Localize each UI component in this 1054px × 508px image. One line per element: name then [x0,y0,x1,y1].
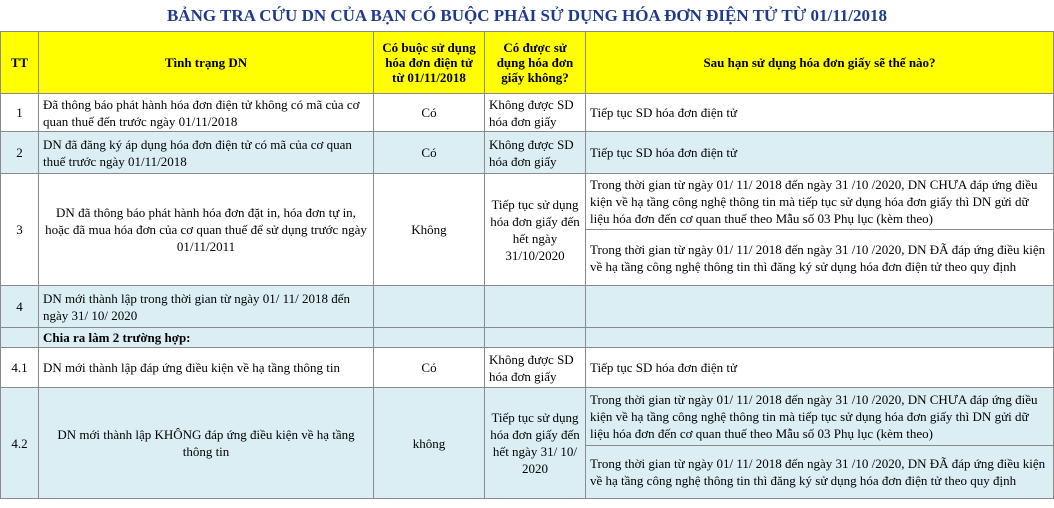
table-row [1,286,1054,328]
header-tt: TT [1,32,39,94]
row-tt: 4.1 [1,348,39,388]
lookup-table [0,31,1054,499]
row-status: DN đã thông báo phát hành hóa đơn đặt in, hóa đơn tự in, hoặc đã mua hóa đơn của cơ quan thuế để sử dụng trước ngày 01/11/2011 [39,174,374,286]
row-required: không [374,388,485,499]
row-paper: Không được SD hóa đơn giấy [485,348,586,388]
row-after: Tiếp tục SD hóa đơn điện tử [586,132,1054,174]
row-tt: 4.2 [1,388,39,499]
row-after-b: Trong thời gian từ ngày 01/ 11/ 2018 đến ngày 31 /10 /2020, DN ĐÃ đáp ứng điều kiện về hạ tầng công nghệ thông tin thì đăng ký sử dụng hóa đơn điện tử theo quy định [586,230,1054,286]
row-after [586,328,1054,348]
row-tt: 2 [1,132,39,174]
row-after: Tiếp tục SD hóa đơn điện tử [586,94,1054,132]
row-after: Tiếp tục SD hóa đơn điện tử [586,348,1054,388]
row-required: Có [374,132,485,174]
header-row [1,32,1054,94]
row-tt: 1 [1,94,39,132]
table-row [1,94,1054,132]
row-status: DN mới thành lập đáp ứng điều kiện về hạ tầng thông tin [39,348,374,388]
row-status: DN mới thành lập KHÔNG đáp ứng điều kiện về hạ tầng thông tin [39,388,374,499]
row-required: Có [374,348,485,388]
row-paper: Tiếp tục sử dụng hóa đơn giấy đến hết ngày 31/ 10/ 2020 [485,388,586,499]
row-after [586,286,1054,328]
row-paper: Không được SD hóa đơn giấy [485,94,586,132]
row-paper: Tiếp tục sử dụng hóa đơn giấy đến hết ngày 31/10/2020 [485,174,586,286]
row-paper [485,286,586,328]
table-row [1,174,1054,230]
header-status: Tình trạng DN [39,32,374,94]
header-required: Có buộc sử dụng hóa đơn điện tử từ 01/11/2018 [374,32,485,94]
page-title: BẢNG TRA CỨU DN CỦA BẠN CÓ BUỘC PHẢI SỬ DỤNG HÓA ĐƠN ĐIỆN TỬ TỪ 01/11/2018 [166,6,888,25]
row-required: Có [374,94,485,132]
header-paper-allowed: Có được sử dụng hóa đơn giấy không? [485,32,586,94]
table-row [1,328,1054,348]
row-note: Chia ra làm 2 trường hợp: [39,328,374,348]
row-tt: 3 [1,174,39,286]
row-required [374,286,485,328]
row-after-a: Trong thời gian từ ngày 01/ 11/ 2018 đến ngày 31 /10 /2020, DN CHƯA đáp ứng điều kiện về hạ tầng công nghệ thông tin mà tiếp tục sử dụng hóa đơn giấy thì DN gửi dữ liệu hóa đơn đến cơ quan thuế theo Mẫu số 03 Phụ lục (kèm theo) [586,388,1054,446]
header-after: Sau hạn sử dụng hóa đơn giấy sẽ thế nào? [586,32,1054,94]
row-status: DN mới thành lập trong thời gian từ ngày 01/ 11/ 2018 đến ngày 31/ 10/ 2020 [39,286,374,328]
row-tt: 4 [1,286,39,328]
table-row [1,388,1054,446]
row-required [374,328,485,348]
row-after-a: Trong thời gian từ ngày 01/ 11/ 2018 đến ngày 31 /10 /2020, DN CHƯA đáp ứng điều kiện về hạ tầng công nghệ thông tin mà tiếp tục sử dụng hóa đơn giấy thì DN gửi dữ liệu hóa đơn đến cơ quan thuế theo Mẫu số 03 Phụ lục (kèm theo) [586,174,1054,230]
row-tt [1,328,39,348]
row-paper: Không được SD hóa đơn giấy [485,132,586,174]
row-after-b: Trong thời gian từ ngày 01/ 11/ 2018 đến ngày 31 /10 /2020, DN ĐÃ đáp ứng điều kiện về hạ tầng công nghệ thông tin thì đăng ký sử dụng hóa đơn điện tử theo quy định [586,446,1054,499]
row-paper [485,328,586,348]
row-required: Không [374,174,485,286]
table-row [1,348,1054,388]
row-status: DN đã đăng ký áp dụng hóa đơn điện tử có mã của cơ quan thuế trước ngày 01/11/2018 [39,132,374,174]
table-row [1,132,1054,174]
row-status: Đã thông báo phát hành hóa đơn điện tử không có mã của cơ quan thuế đến trước ngày 01/11/2018 [39,94,374,132]
